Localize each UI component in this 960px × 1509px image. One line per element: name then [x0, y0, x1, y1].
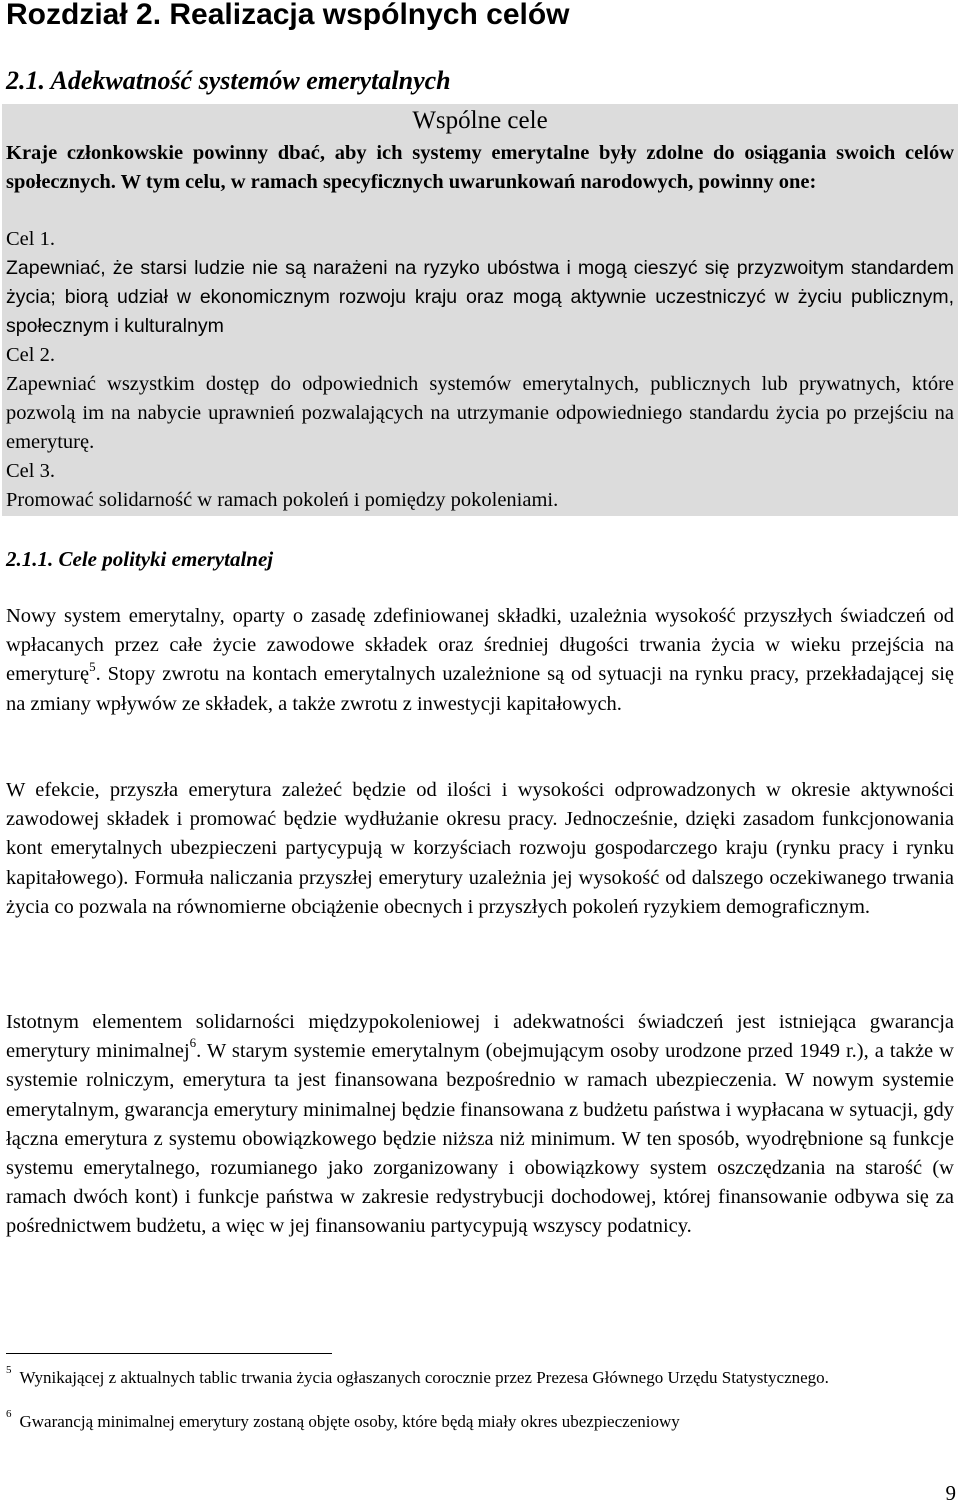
section-title: 2.1. Adekwatność systemów emerytalnych [6, 66, 451, 95]
goals-intro: Kraje członkowskie powinny dbać, aby ich systemy emerytalne były zdolne do osiągania swoich celów społecznych. W tym celu, w ramach specyficznych uwarunkowań narodowych, powinny one: [6, 142, 954, 193]
goal-text-1: Zapewniać, że starsi ludzie nie są narażeni na ryzyko ubóstwa i mogą cieszyć się przyzwoitym standardem życia; biorą udział w ekonomicznym rozwoju kraju oraz mogą aktywnie uczestniczyć w życiu publicznym, społecznym i kulturalnym [6, 257, 954, 337]
footnote-5 [6, 1364, 954, 1389]
goal-label-3: Cel 3. [6, 460, 55, 482]
paragraph-1 [6, 602, 954, 719]
footnote-number-5: 5 [6, 1364, 12, 1377]
footnote-text-5: Wynikającej z aktualnych tablic trwania życia ogłaszanych corocznie przez Prezesa Głównego Urzędu Statystycznego. [19, 1368, 829, 1387]
paragraph-2: W efekcie, przyszła emerytura zależeć będzie od ilości i wysokości odprowadzonych w okresie aktywności zawodowej składek i promować będzie wydłużanie okresu pracy. Jednocześnie, dzięki zasadom funkcjonowania kont emerytalnych ubezpieczeni partycypują w korzyściach rozwoju gospodarczego kraju (rynku pracy i rynku kapitałowego). Formuła naliczania przyszłej emerytury uzależnia jej wysokość od dalszego oczekiwanego trwania życia co pozwala na równomierne obciążenie obecnych i przyszłych pokoleń ryzykiem demograficznym. [6, 779, 954, 918]
footnote-number-6: 6 [6, 1408, 12, 1421]
paragraph-3 [6, 1008, 954, 1242]
paragraph-3-text: Istotnym elementem solidarności międzypokoleniowej i adekwatności świadczeń jest istniejąca gwarancja emerytury minimalnej [6, 1011, 954, 1063]
goal-text-3: Promować solidarność w ramach pokoleń i pomiędzy pokoleniami. [6, 489, 559, 511]
subsection-title: 2.1.1. Cele polityki emerytalnej [6, 547, 274, 571]
goal-text-2: Zapewniać wszystkim dostęp do odpowiednich systemów emerytalnych, publicznych lub prywatnych, które pozwolą im na nabycie uprawnień pozwalających na utrzymanie odpowiedniego standardu życia po przejściu na emeryturę. [6, 373, 954, 453]
footnote-ref-6[interactable]: 6 [189, 1035, 197, 1051]
page-number: 9 [945, 1481, 956, 1505]
goal-label-1: Cel 1. [6, 228, 55, 250]
footnote-divider [6, 1353, 332, 1354]
goal-label-2: Cel 2. [6, 344, 55, 366]
goals-heading: Wspólne cele [412, 107, 548, 134]
footnote-6 [6, 1408, 954, 1433]
paragraph-3-text-cont: . W starym systemie emerytalnym (obejmującym osoby urodzone przed 1949 r.), a także w systemie rolniczym, emerytura ta jest finansowana bezpośrednio w ramach ubezpieczenia. W nowym systemie emerytalnym, gwarancja emerytury minimalnej będzie finansowana z budżetu państwa i wypłacana w sytuacji, gdy łączna emerytura z systemu obowiązkowego będzie niższa niż minimum. W ten sposób, wyodrębnione są funkcje systemu emerytalnego, rozumianego jako zorganizowany i obowiązkowy system oszczędzania na starość (w ramach dwóch kont) i funkcje państwa w zakresie redystrybucji dochodowej, której finansowanie odbywa się za pośrednictwem budżetu, a więc w jej finansowaniu partycypują wszyscy podatnicy. [6, 1040, 954, 1238]
footnote-ref-5[interactable]: 5 [89, 658, 96, 674]
paragraph-1-text: Nowy system emerytalny, oparty o zasadę zdefiniowanej składki, uzależnia wysokość przyszłych świadczeń od wpłacanych przez całe życie zawodowe składek oraz średniej długości trwania życia w wieku przejścia na emeryturę [6, 605, 954, 686]
paragraph-1-text-cont: . Stopy zwrotu na kontach emerytalnych uzależnione są od sytuacji na rynku pracy, przekładającej się na zmiany wpływów ze składek, a także zwrotu z inwestycji kapitałowych. [6, 663, 954, 715]
footnote-text-6: Gwarancją minimalnej emerytury zostaną objęte osoby, które będą miały okres ubezpieczeniowy [19, 1412, 680, 1431]
chapter-title: Rozdział 2. Realizacja wspólnych celów [6, 0, 570, 31]
